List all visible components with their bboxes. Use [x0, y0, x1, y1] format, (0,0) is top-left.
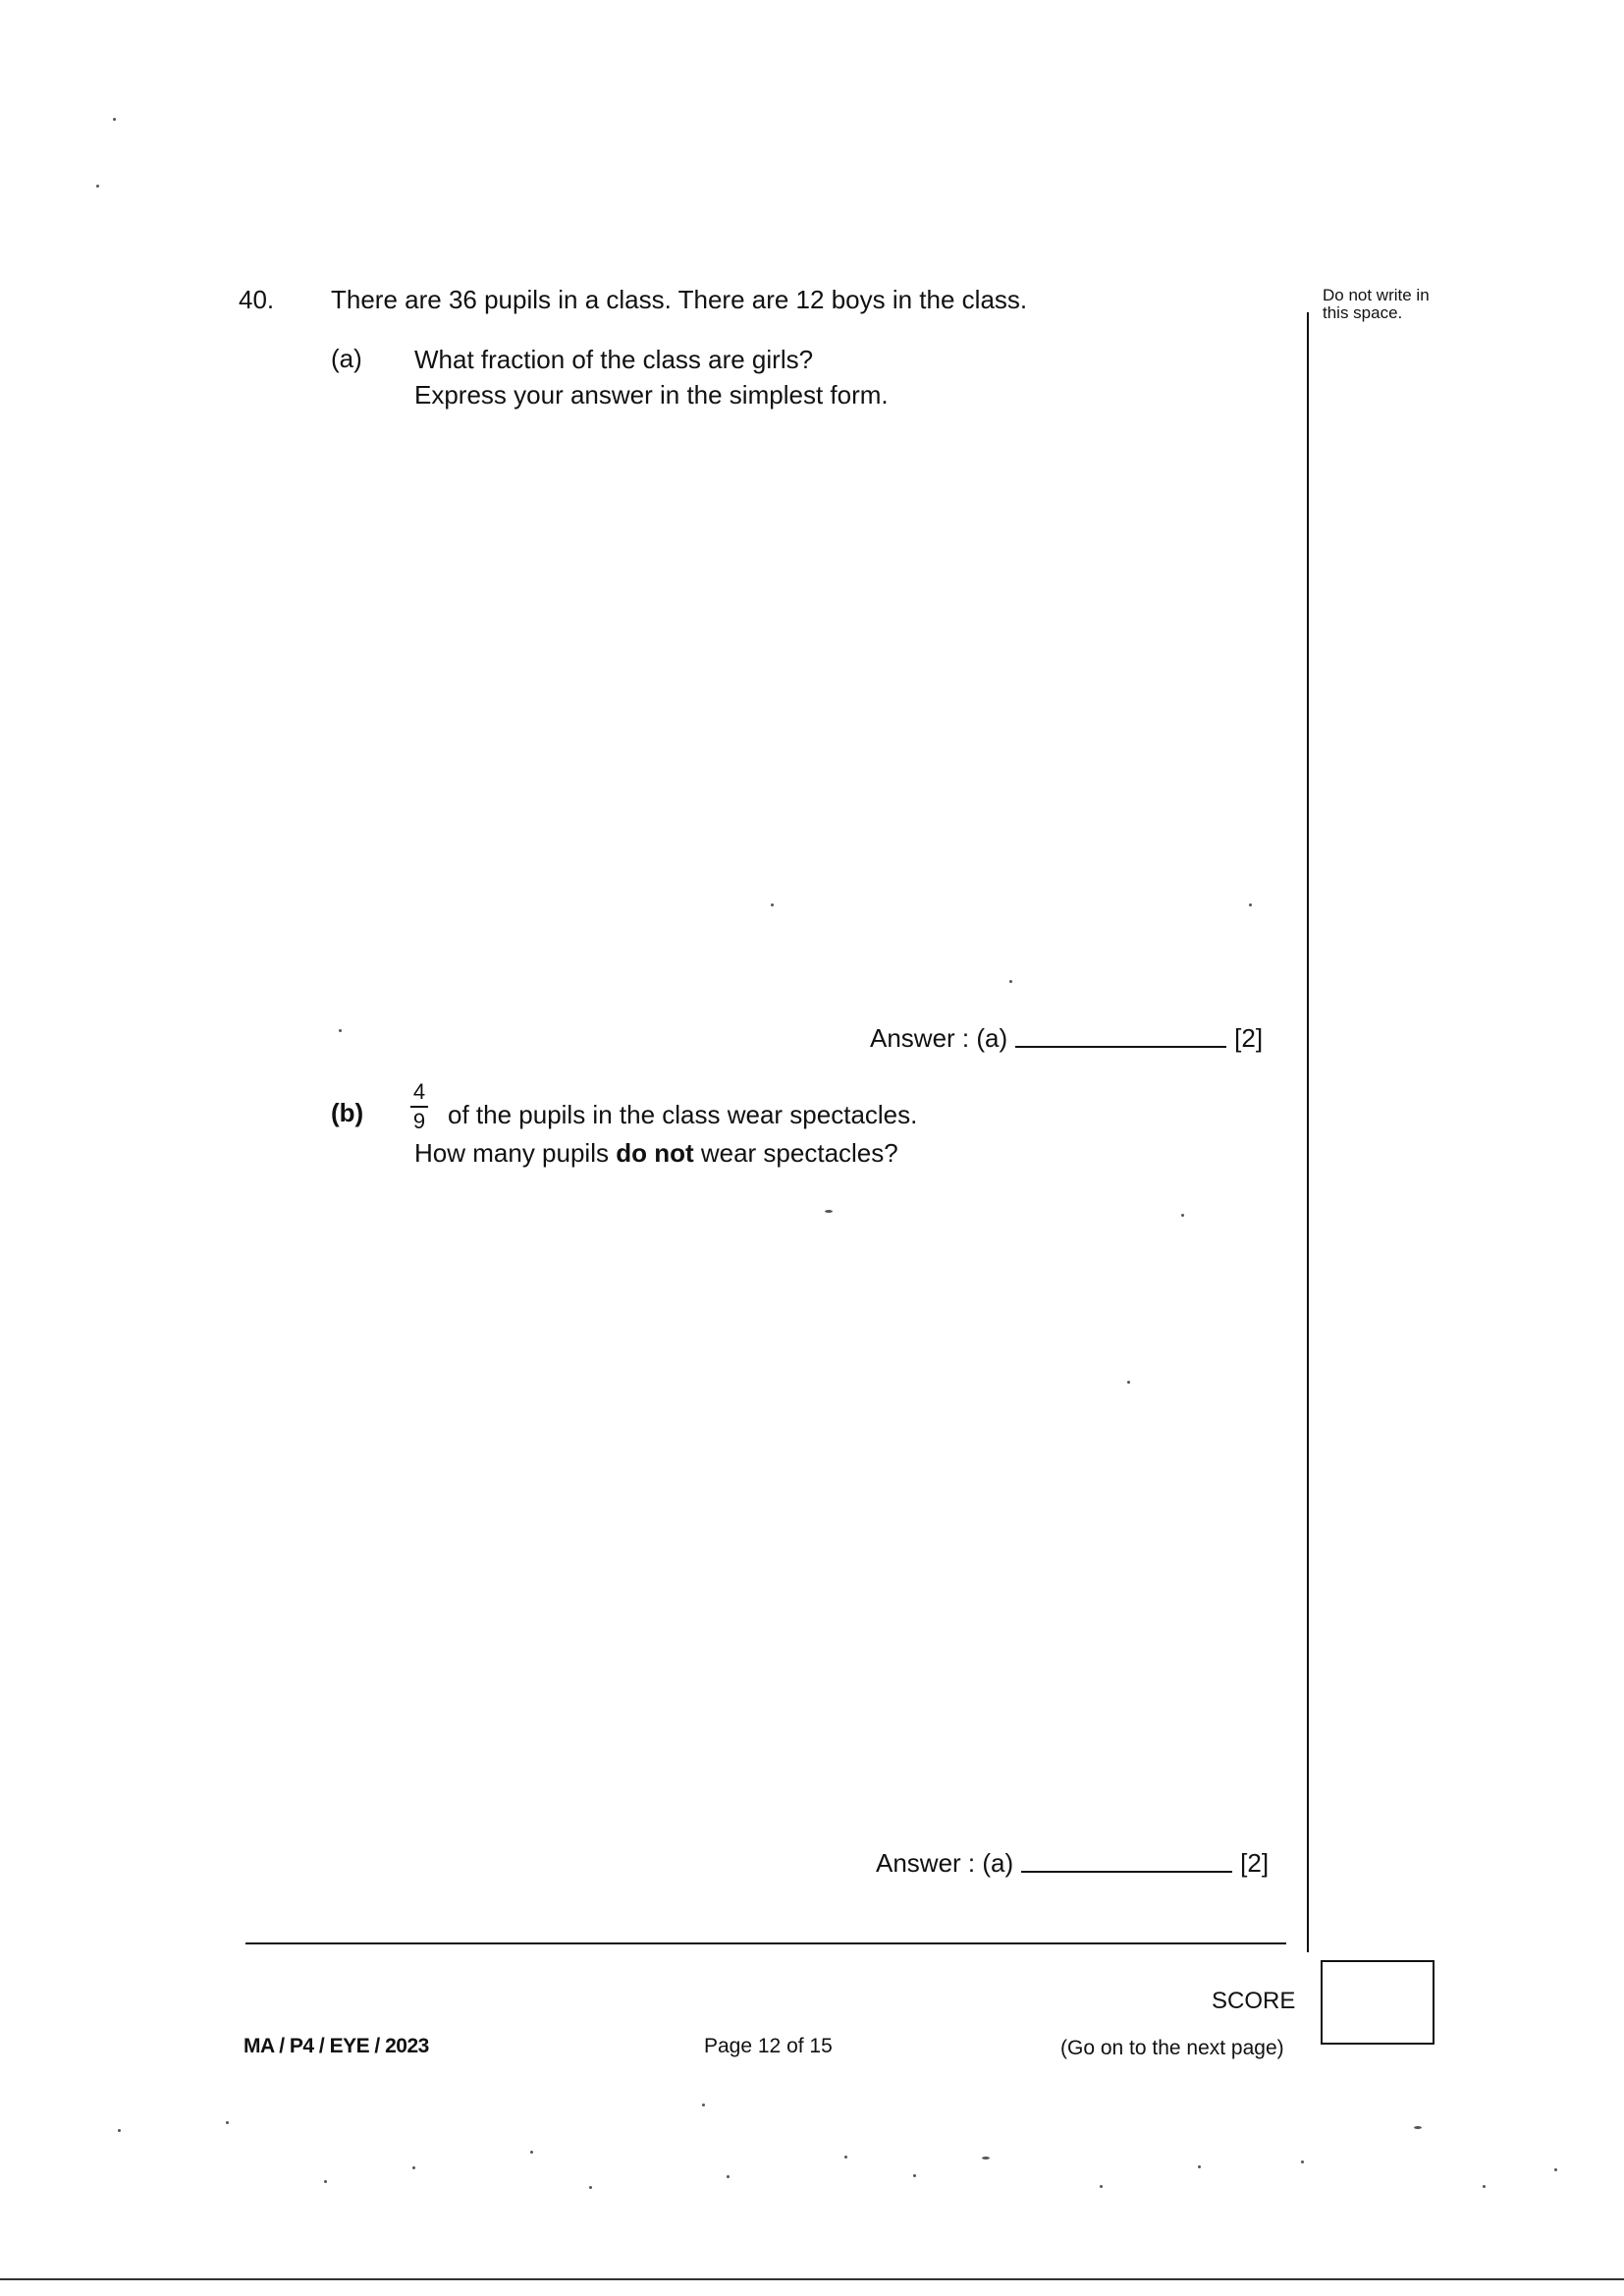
paper-code: MA / P4 / EYE / 2023: [244, 2035, 429, 2057]
score-box[interactable]: [1321, 1960, 1435, 2045]
scan-edge-line: [0, 2278, 1624, 2280]
scan-speck: [118, 2129, 121, 2132]
scan-speck: [1009, 980, 1012, 983]
part-a-answer-row: [870, 1023, 1263, 1054]
question-stem: There are 36 pupils in a class. There are 12 boys in the class.: [331, 285, 1028, 314]
next-page-note: (Go on to the next page): [1060, 2037, 1284, 2059]
margin-note: Do not write in this space.: [1323, 286, 1430, 322]
part-a-question: [414, 342, 889, 412]
part-b-line2: [414, 1135, 898, 1171]
question-number: 40.: [239, 285, 275, 314]
scan-speck: [1249, 903, 1252, 906]
scan-speck: [1414, 2126, 1422, 2129]
scan-speck: [727, 2175, 730, 2178]
score-label: SCORE: [1212, 1988, 1296, 2014]
scan-speck: [1198, 2165, 1201, 2168]
scan-speck: [1301, 2160, 1304, 2163]
fraction-denominator: 9: [412, 1109, 426, 1133]
part-b-answer-label: Answer : (a): [876, 1848, 1014, 1878]
part-a-answer-label: Answer : (a): [870, 1023, 1008, 1053]
part-a-label: (a): [331, 344, 362, 373]
scan-speck: [589, 2186, 592, 2189]
part-b-marks: [2]: [1240, 1848, 1270, 1878]
part-b-emphasis: do not: [616, 1138, 694, 1168]
part-a-answer-field[interactable]: [1015, 1046, 1226, 1048]
scan-speck: [339, 1029, 342, 1032]
scan-speck: [1554, 2168, 1557, 2171]
page-number: Page 12 of 15: [704, 2035, 833, 2057]
scan-speck: [913, 2174, 916, 2177]
footer-rule: [245, 1942, 1286, 1944]
scan-speck: [324, 2180, 327, 2183]
scan-speck: [530, 2151, 533, 2154]
fraction-four-ninths: [408, 1080, 430, 1133]
scan-speck: [226, 2121, 229, 2124]
scan-speck: [1483, 2185, 1486, 2188]
margin-divider: [1307, 312, 1309, 1952]
part-a-line2: Express your answer in the simplest form.: [414, 380, 889, 410]
part-b-answer-row: [876, 1848, 1269, 1879]
scan-speck: [1181, 1214, 1184, 1217]
part-a-marks: [2]: [1234, 1023, 1264, 1053]
part-b-line1: of the pupils in the class wear spectacles.: [448, 1100, 918, 1129]
scan-speck: [113, 118, 116, 121]
fraction-bar: [410, 1106, 428, 1108]
part-b-answer-field[interactable]: [1021, 1871, 1232, 1873]
scan-speck: [96, 185, 99, 188]
part-b-label: (b): [331, 1098, 364, 1127]
scan-speck: [1100, 2185, 1103, 2188]
scan-speck: [771, 903, 774, 906]
part-b-line2-after: wear spectacles?: [693, 1138, 898, 1168]
part-a-line1: What fraction of the class are girls?: [414, 345, 814, 374]
fraction-numerator: 4: [412, 1079, 426, 1104]
scan-speck: [844, 2156, 847, 2159]
scan-speck: [825, 1210, 833, 1213]
part-b-line2-before: How many pupils: [414, 1138, 617, 1168]
scan-speck: [982, 2157, 990, 2159]
scan-speck: [412, 2166, 415, 2169]
scan-speck: [702, 2104, 705, 2106]
scan-speck: [1127, 1381, 1130, 1384]
